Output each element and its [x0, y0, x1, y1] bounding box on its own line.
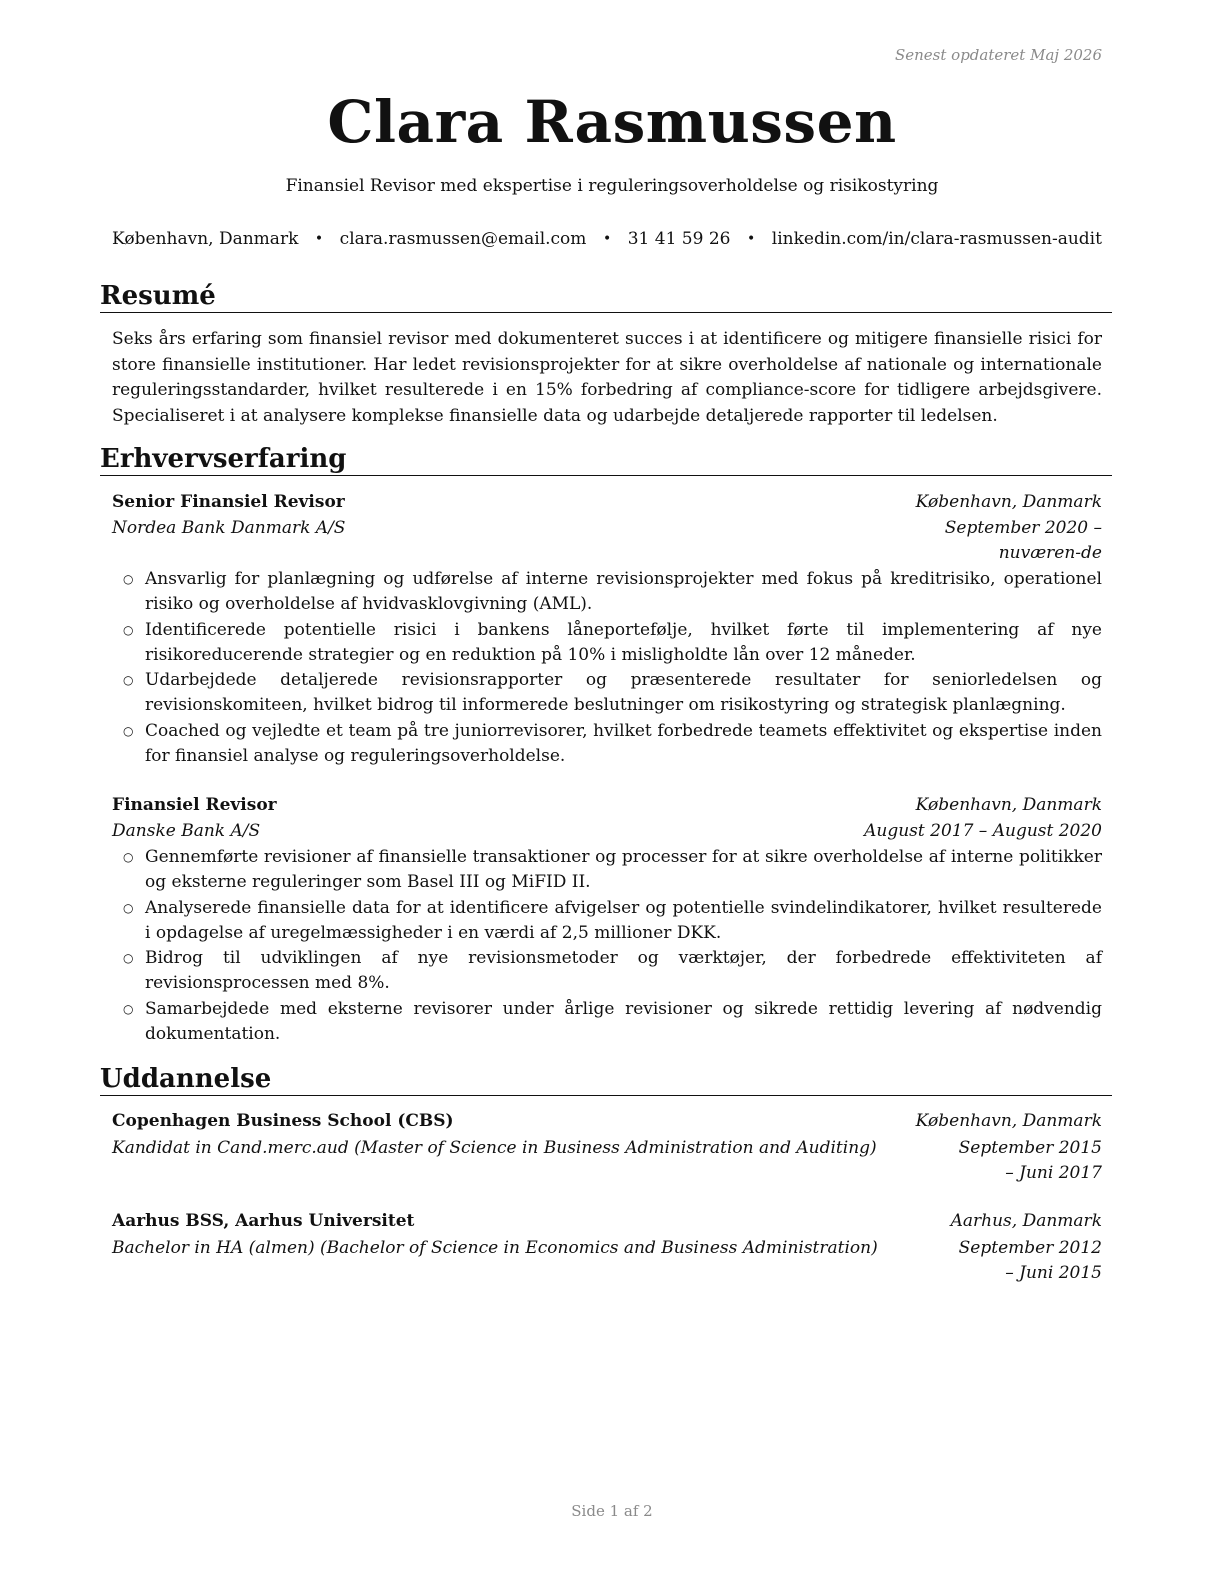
bullet-text: Identificerede potentielle risici i bankens låneportefølje, hvilket førte til implementering af nye risikoreducerende strategier og en reduktion på 10% i misligholdte lån over 12 måneder. — [145, 619, 1102, 665]
job-location: København, Danmark — [915, 795, 1102, 815]
job-bullets — [112, 845, 1102, 1047]
job-title: Finansiel Revisor — [112, 795, 277, 815]
job-company: Nordea Bank Danmark A/S — [112, 518, 346, 538]
list-item — [112, 896, 1102, 947]
education-header — [112, 1111, 1102, 1131]
list-item — [112, 997, 1102, 1048]
bullet-text: Bidrog til udviklingen af nye revisionsmetoder og værktøjer, der forbedrede effektiviteten af revisionsprocessen med 8%. — [145, 948, 1102, 994]
bullet-circle-icon: ○ — [123, 673, 134, 688]
contact-location: København, Danmark — [112, 229, 299, 249]
job-dates: September 2020 – nuværen-de — [944, 518, 1102, 563]
section-title-summary: Resumé — [100, 280, 1112, 313]
job-dates: August 2017 – August 2020 — [864, 821, 1102, 841]
last-updated: Senest opdateret Maj 2026 — [894, 46, 1102, 64]
education-subheader — [112, 1236, 1102, 1286]
separator-dot: • — [602, 231, 612, 247]
bullet-text: Gennemførte revisioner af finansielle transaktioner og processer for at sikre overholdelse af interne politikker og eksterne reguleringer som Basel III og MiFID II. — [145, 847, 1102, 893]
school-location: Aarhus, Danmark — [950, 1211, 1102, 1231]
job-location: København, Danmark — [915, 492, 1102, 512]
degree: Kandidat in Cand.merc.aud (Master of Science in Business Administration and Auditing) — [112, 1138, 877, 1158]
bullet-circle-icon: ○ — [123, 900, 134, 915]
job-header — [112, 492, 1102, 512]
job-title: Senior Finansiel Revisor — [112, 492, 345, 512]
job-header — [112, 795, 1102, 815]
education-dates: September 2015 – Juni 2017 — [958, 1138, 1102, 1183]
school-name: Copenhagen Business School (CBS) — [112, 1111, 454, 1131]
list-item — [112, 946, 1102, 997]
separator-dot: • — [314, 231, 324, 247]
list-item — [112, 668, 1102, 719]
bullet-text: Analyserede finansielle data for at identificere afvigelser og potentielle svindelindikatorer, hvilket resulterede i opdagelse af uregelmæssigheder i en værdi af 2,5 millioner DKK. — [145, 897, 1102, 943]
job-subheader — [112, 819, 1102, 844]
bullet-circle-icon: ○ — [123, 622, 134, 637]
separator-dot: • — [746, 231, 756, 247]
education-header — [112, 1211, 1102, 1231]
candidate-name: Clara Rasmussen — [327, 88, 897, 156]
list-item — [112, 567, 1102, 618]
bullet-text: Samarbejdede med eksterne revisorer under årlige revisioner og sikrede rettidig levering af nødvendig dokumentation. — [145, 998, 1102, 1045]
bullet-text: Ansvarlig for planlægning og udførelse af interne revisionsprojekter med fokus på kreditrisiko, operationel risiko og overholdelse af hvidvasklovgivning (AML). — [145, 569, 1102, 615]
school-location: København, Danmark — [915, 1111, 1102, 1131]
contact-phone: 31 41 59 26 — [627, 229, 731, 249]
contact-line — [112, 229, 1102, 249]
school-name: Aarhus BSS, Aarhus Universitet — [112, 1211, 415, 1231]
list-item — [112, 618, 1102, 669]
bullet-circle-icon: ○ — [123, 850, 134, 864]
contact-linkedin[interactable]: linkedin.com/in/clara-rasmussen-audit — [771, 229, 1102, 249]
section-title-experience: Erhvervserfaring — [100, 443, 1112, 476]
job-subheader — [112, 516, 1102, 566]
job-bullets — [112, 567, 1102, 769]
list-item — [112, 719, 1102, 770]
page-number: Side 1 af 2 — [571, 1502, 653, 1520]
bullet-circle-icon: ○ — [123, 1001, 134, 1016]
degree: Bachelor in HA (almen) (Bachelor of Science in Economics and Business Administration) — [112, 1238, 878, 1258]
section-title-education: Uddannelse — [100, 1063, 1112, 1096]
summary-text: Seks års erfaring som finansiel revisor med dokumenteret succes i at identificere og mitigere finansielle risici for store finansielle institutioner. Har ledet revisionsprojekter for at sikre overholdelse af nationale og internationale reguleringsstandarder, hvilket resulterede i en 15% forbedring af compliance-score for tidligere arbejdsgivere. Specialiseret i at analysere komplekse finansielle data og udarbejde detaljerede rapporter til ledelsen. — [112, 329, 1102, 426]
tagline: Finansiel Revisor med ekspertise i reguleringsoverholdelse og risikostyring — [285, 176, 939, 196]
contact-email[interactable]: clara.rasmussen@email.com — [339, 229, 587, 249]
bullet-circle-icon: ○ — [123, 572, 134, 586]
bullet-text: Udarbejdede detaljerede revisionsrapporter og præsenterede resultater for seniorledelsen og revisionskomiteen, hvilket bidrog til informerede beslutninger om risikostyring og strategisk planlægning. — [145, 670, 1102, 716]
list-item — [112, 845, 1102, 896]
education-subheader — [112, 1136, 1102, 1186]
bullet-circle-icon: ○ — [123, 723, 134, 738]
education-dates: September 2012 – Juni 2015 — [958, 1238, 1102, 1283]
job-company: Danske Bank A/S — [112, 821, 261, 841]
bullet-text: Coached og vejledte et team på tre juniorrevisorer, hvilket forbedrede teamets effektivitet og ekspertise inden for finansiel analyse og reguleringsoverholdelse. — [145, 720, 1102, 767]
bullet-circle-icon: ○ — [123, 951, 134, 966]
